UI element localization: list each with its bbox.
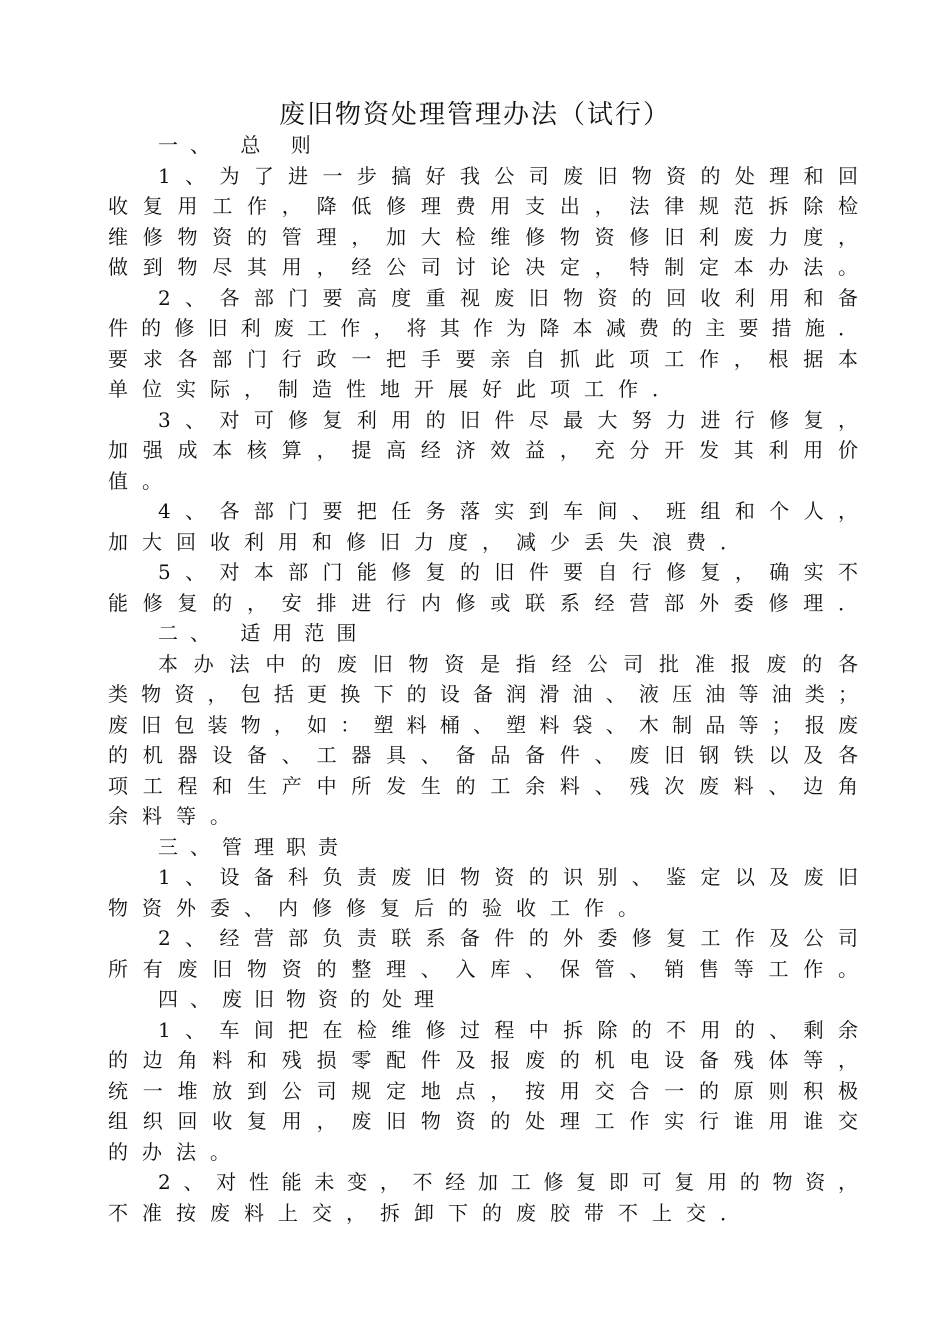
text-line: 2、经营部负责联系备件的外委修复工作及公司 — [158, 926, 858, 950]
text-line: 1、设备科负责废旧物资的识别、鉴定以及废旧 — [158, 865, 858, 889]
text-line: 本办法中的废旧物资是指经公司批准报废的各 — [158, 651, 858, 676]
text-line: 物资外委、内修修复后的验收工作。 — [108, 895, 652, 920]
text-line: 的边角料和残损零配件及报废的机电设备残体等， — [108, 1048, 858, 1072]
text-line: 类物资，包括更换下的设备润滑油、液压油等油类； — [108, 682, 858, 706]
text-line: 5、对本部门能修复的旧件要自行修复，确实不 — [158, 560, 858, 584]
text-line: 收复用工作，降低修理费用支出，法律规范拆除检 — [108, 194, 858, 218]
section-heading-3: 三、管理职责 — [158, 834, 350, 859]
section-heading-4: 四、废旧物资的处理 — [158, 987, 446, 1011]
text-line: 做到物尽其用，经公司讨论决定，特制定本办法。 — [108, 255, 858, 279]
text-line: 能修复的，安排进行内修或联系经营部外委修理． — [108, 590, 858, 615]
document-title: 废旧物资处理管理办法（试行） — [278, 100, 671, 130]
text-line: 要求各部门行政一把手要亲自抓此项工作，根据本 — [108, 346, 858, 371]
text-line: 组织回收复用，废旧物资的处理工作实行谁用谁交 — [108, 1109, 858, 1133]
document-body — [108, 130, 858, 1228]
text-line: 单位实际，制造性地开展好此项工作． — [108, 377, 686, 401]
text-line: 废旧包装物，如：塑料桶、塑料袋、木制品等；报废 — [108, 712, 858, 737]
text-line: 件的修旧利废工作，将其作为降本减费的主要措施． — [108, 316, 858, 340]
text-line: 维修物资的管理，加大检维修物资修旧利废力度， — [108, 224, 858, 249]
text-line: 的机器设备、工器具、备品备件、废旧钢铁以及各 — [108, 743, 858, 767]
text-line: 1、车间把在检维修过程中拆除的不用的、剩余 — [158, 1017, 858, 1042]
text-line: 4、各部门要把任务落实到车间、班组和个人， — [158, 499, 858, 523]
text-line: 余料等。 — [108, 804, 244, 828]
text-line: 所有废旧物资的整理、入库、保管、销售等工作。 — [108, 956, 858, 981]
text-line: 2、各部门要高度重视废旧物资的回收利用和备 — [158, 285, 858, 310]
text-line: 统一堆放到公司规定地点，按用交合一的原则积极 — [108, 1078, 858, 1103]
text-line: 加强成本核算，提高经济效益，充分开发其利用价 — [108, 438, 858, 462]
text-line: 加大回收利用和修旧力度，减少丢失浪费． — [108, 529, 754, 554]
section-heading-1: 一、 总 则 — [158, 133, 323, 157]
text-line: 2、对性能未变，不经加工修复即可复用的物资， — [158, 1170, 858, 1194]
text-line: 值。 — [108, 468, 176, 493]
text-line: 的办法。 — [108, 1139, 244, 1164]
section-heading-2: 二、 适用范围 — [158, 621, 369, 645]
text-line: 3、对可修复利用的旧件尽最大努力进行修复， — [158, 407, 858, 432]
text-line: 不准按废料上交，拆卸下的废胶带不上交． — [108, 1200, 754, 1225]
text-line: 项工程和生产中所发生的工余料、残次废料、边角 — [108, 773, 858, 798]
text-line: 1、为了进一步搞好我公司废旧物资的处理和回 — [158, 163, 858, 188]
